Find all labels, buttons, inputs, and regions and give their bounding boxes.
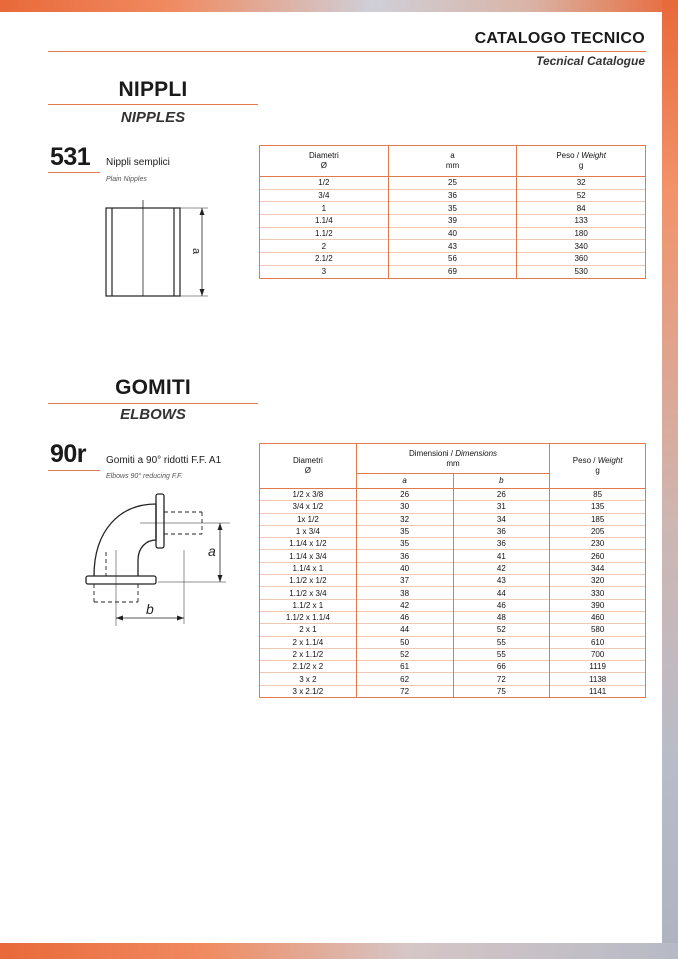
col-header-diametri: Diametri Ø — [260, 444, 357, 489]
product-code-531: 531 — [50, 143, 91, 171]
section-subtitle-elbows: ELBOWS — [120, 406, 186, 423]
col-header-a: a mm — [388, 146, 517, 177]
bottom-decorative-band — [0, 943, 678, 959]
table-row: 3 x 2 62 72 1138 — [260, 673, 646, 685]
table-row: 1/2 x 3/8 26 26 85 — [260, 489, 646, 501]
product-name-en-nipples: Plain Nipples — [106, 176, 147, 183]
col-header-a: a — [356, 474, 453, 489]
table-row: 2.1/2 56 360 — [260, 253, 646, 266]
right-decorative-band — [662, 0, 678, 959]
col-header-b: b — [453, 474, 550, 489]
table-row: 1.1/2 40 180 — [260, 227, 646, 240]
table-row: 3/4 x 1/2 30 31 135 — [260, 501, 646, 513]
elbow-dim-b-label: b — [146, 601, 154, 617]
product-name-en-elbows: Elbows 90° reducing F.F. — [106, 473, 183, 480]
table-row: 1.1/4 x 1/2 35 36 230 — [260, 538, 646, 550]
table-row: 1.1/4 x 3/4 36 41 260 — [260, 550, 646, 562]
nipple-diagram — [100, 196, 220, 306]
table-row: 1.1/2 x 1/2 37 43 320 — [260, 575, 646, 587]
table-row: 1.1/2 x 1 42 46 390 — [260, 599, 646, 611]
elbow-diagram — [80, 490, 240, 630]
col-header-dimensioni: Dimensioni / Dimensions mm — [356, 444, 549, 474]
col-header-diametri: Diametri Ø — [260, 146, 389, 177]
product-code-underline — [48, 470, 100, 471]
section-subtitle-nipples: NIPPLES — [120, 109, 186, 126]
table-row: 1.1/2 x 3/4 38 44 330 — [260, 587, 646, 599]
table-row: 2 x 1.1/4 50 55 610 — [260, 636, 646, 648]
table-row: 2 x 1.1/2 52 55 700 — [260, 648, 646, 660]
table-row: 1x 1/2 32 34 185 — [260, 513, 646, 525]
col-header-peso: Peso / Weight g — [517, 146, 646, 177]
section-title-gomiti: GOMITI — [115, 376, 191, 399]
table-row: 2 43 340 — [260, 240, 646, 253]
section-divider — [48, 104, 258, 105]
table-row: 1 x 3/4 35 36 205 — [260, 525, 646, 537]
table-row: 3 69 530 — [260, 265, 646, 278]
catalog-subtitle: Tecnical Catalogue — [536, 54, 645, 68]
product-name-gomiti: Gomiti a 90° ridotti F.F. A1 — [106, 455, 222, 466]
table-row: 3/4 36 52 — [260, 189, 646, 202]
table-row: 1/2 25 32 — [260, 177, 646, 190]
section-divider — [48, 403, 258, 404]
table-row: 1.1/4 x 1 40 42 344 — [260, 562, 646, 574]
product-name-nippli: Nippli semplici — [106, 157, 170, 168]
top-decorative-band — [0, 0, 678, 12]
table-row: 3 x 2.1/2 72 75 1141 — [260, 685, 646, 697]
section-title-nippli: NIPPLI — [118, 78, 188, 101]
elbows-table — [259, 443, 646, 698]
table-row: 2.1/2 x 2 61 66 1119 — [260, 661, 646, 673]
nipples-table — [259, 145, 646, 279]
table-row: 1 35 84 — [260, 202, 646, 215]
table-row: 2 x 1 44 52 580 — [260, 624, 646, 636]
product-code-90r: 90r — [50, 440, 87, 468]
product-code-underline — [48, 172, 100, 173]
nipple-dim-a-label: a — [190, 248, 202, 255]
catalog-title: CATALOGO TECNICO — [474, 30, 645, 47]
header-divider — [48, 51, 646, 52]
table-row: 1.1/2 x 1.1/4 46 48 460 — [260, 611, 646, 623]
col-header-peso: Peso / Weight g — [550, 444, 646, 489]
elbow-dim-a-label: a — [208, 543, 216, 559]
table-row: 1.1/4 39 133 — [260, 215, 646, 228]
